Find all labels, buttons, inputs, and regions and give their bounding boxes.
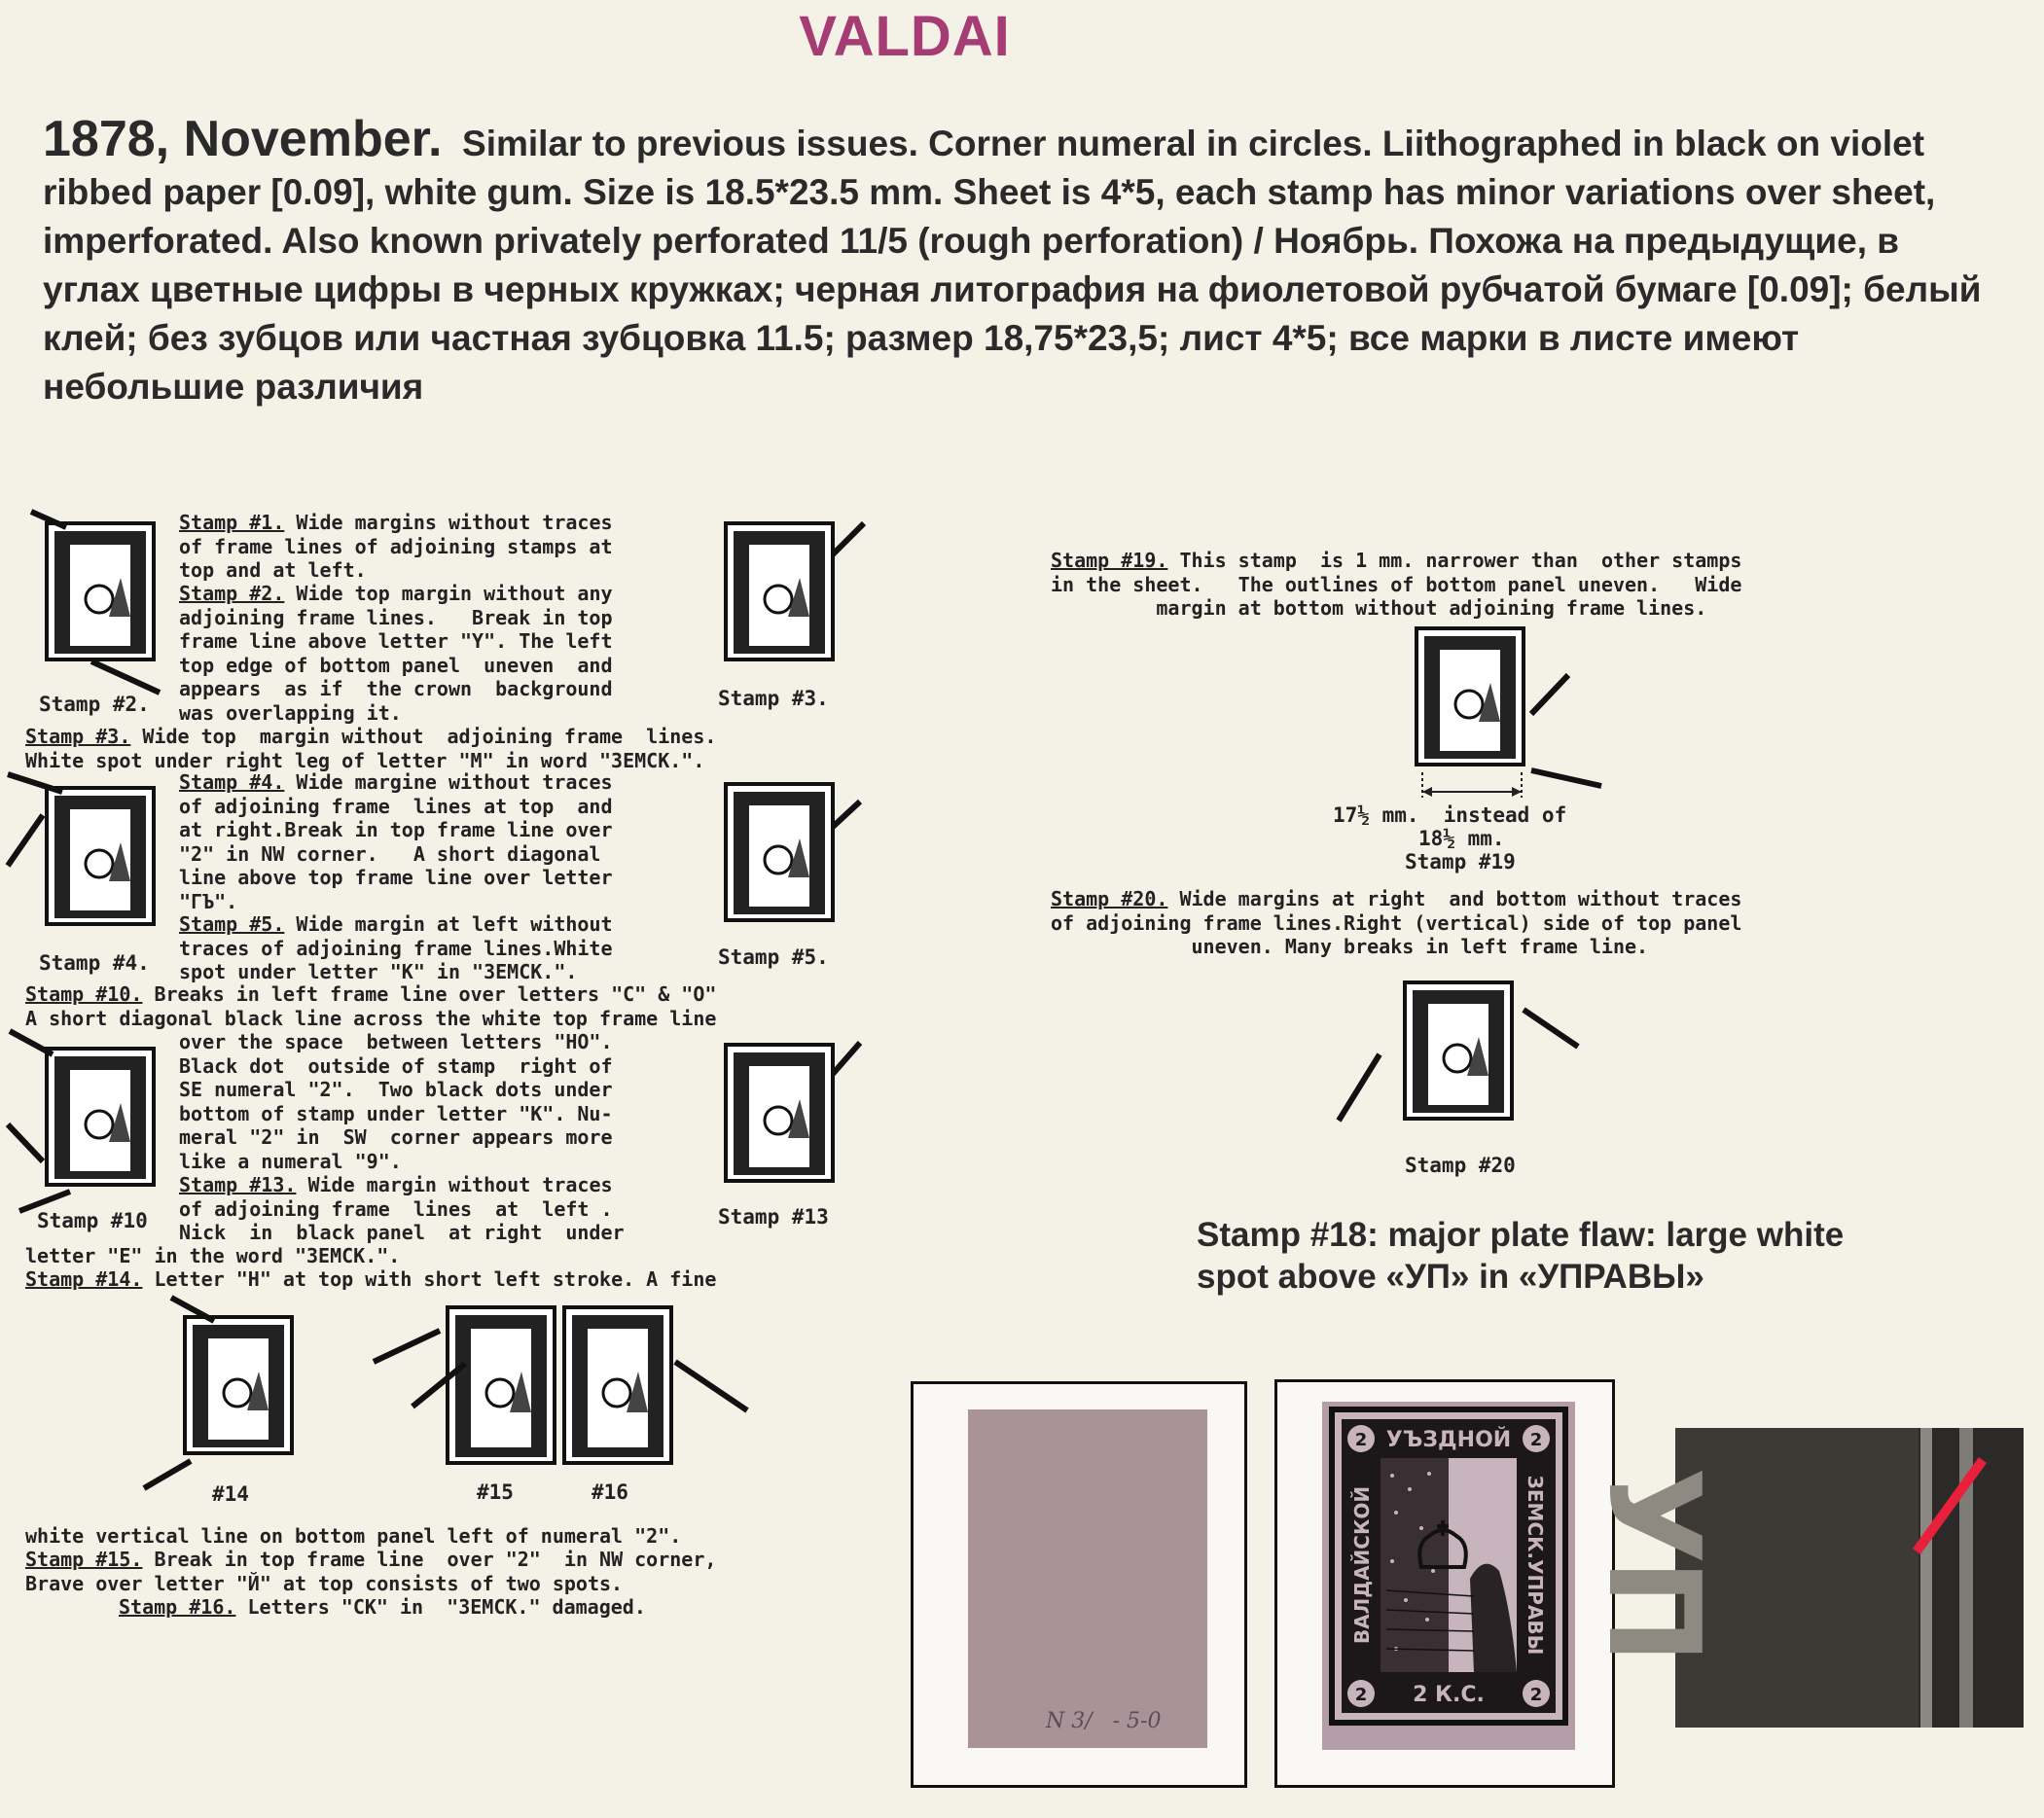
stamp-back-photo	[911, 1381, 1247, 1788]
closeup-letters: УП	[1580, 1467, 1728, 1659]
label-stamp-20: Stamp #20	[1405, 1154, 1516, 1177]
label-stamp-15: #15	[477, 1480, 514, 1504]
stamp-back-paper	[968, 1409, 1207, 1748]
label-stamp-5: Stamp #5.	[718, 945, 829, 969]
note-stamp-15: Stamp #15. Break in top frame line over "2" in NW corner, Brave over letter "Й" at top consists of two spots.	[25, 1548, 717, 1595]
issue-date: 1878, November.	[43, 111, 443, 167]
label-stamp-10: Stamp #10	[37, 1209, 148, 1232]
note-stamp-4: Stamp #4. Wide margine without traces of adjoining frame lines at top and at right.Break in top frame line over "2" in NW corner. A short diagonal line above top frame line over letter "ГЪ".	[179, 770, 613, 913]
label-stamp-2: Stamp #2.	[39, 693, 150, 716]
intro-english: Similar to previous issues. Corner numeral in circles. Liithographed in black on violet ribbed paper [0.09], white gum. Size is 18.5*23.5 mm. Sheet is 4*5, each stamp has minor variations over sheet, imperforated. Also known privately perforated 11/5 (rough perforation)	[43, 124, 1936, 261]
stamp-image-19	[1413, 624, 1527, 768]
plate-flaw-caption: Stamp #18: major plate flaw: large white spot above «УП» in «УПРАВЫ»	[1197, 1216, 1845, 1296]
note-stamp-5: Stamp #5. Wide margin at left without traces of adjoining frame lines.White spot under letter "K" in "ЗЕМСК.".	[179, 912, 613, 983]
measure-text-a: 17½ mm. instead of	[1333, 803, 1567, 827]
stamp-top-text: УЪЗДНОЙ	[1385, 1428, 1512, 1452]
corner-numeral-nw: 2	[1354, 1430, 1368, 1450]
note-stamp-20: Stamp #20. Wide margins at right and bottom without traces of adjoining frame lines.Right (vertical) side of top panel uneven. Many breaks in left frame line.	[1051, 887, 1742, 958]
measure-text-b: 18½ mm.	[1418, 827, 1505, 850]
pencil-notation: N 3/ - 5-0	[1046, 1709, 1162, 1733]
red-arrow-pointer	[1675, 1428, 2024, 1728]
note-stamp-14-cont: white vertical line on bottom panel left of numeral "2".	[25, 1524, 682, 1548]
corner-numeral-se: 2	[1529, 1685, 1543, 1705]
note-stamp-2: Stamp #2. Wide top margin without any adjoining frame lines. Break in top frame line above letter "Y". The left top edge of bottom panel uneven and appears as if the crown background was overlapping it.	[179, 582, 613, 725]
note-stamp-13-cont: letter "E" in the word "ЗЕМСК.".	[25, 1244, 401, 1267]
intro-russian: / Ноябрь. Похожа на предыдущие, в углах цветные цифры в черных кружках; черная литография на фиолетовой рубчатой бумаге [0.09]; белый клей; без зубцов или частная зубцовка 11.5; размер 18,75*23,5; лист 4*5; все марки в листе имеют небольшие различия	[43, 221, 1982, 407]
stamp-design	[1328, 1406, 1569, 1727]
note-stamp-13: Stamp #13. Wide margin without traces of adjoining frame lines at left . Nick in black panel at right under	[179, 1173, 625, 1244]
corner-numeral-sw: 2	[1354, 1685, 1368, 1705]
label-stamp-3: Stamp #3.	[718, 687, 829, 710]
label-stamp-14: #14	[212, 1482, 249, 1506]
stamp-bottom-text: 2 К.С.	[1413, 1683, 1485, 1707]
stamp-left-text: ВАЛДАЙСКОЙ	[1350, 1485, 1374, 1645]
label-stamp-19: Stamp #19	[1405, 850, 1516, 873]
note-stamp-1: Stamp #1. Wide margins without traces of frame lines of adjoining stamps at top and at left.	[179, 511, 613, 582]
page-title: VALDAI	[799, 5, 1011, 68]
measure-arrow	[1413, 768, 1539, 807]
stamp-front-photo	[1274, 1379, 1615, 1788]
note-stamp-3: Stamp #3. Wide top margin without adjoining frame lines. White spot under right leg of letter "M" in word "ЗЕМСК.".	[25, 725, 717, 772]
plate-flaw-closeup	[1580, 1428, 2024, 1728]
note-stamp-16: Stamp #16. Letters "CK" in "ЗЕМСК." damaged.	[119, 1595, 646, 1619]
label-stamp-13: Stamp #13	[718, 1205, 829, 1229]
note-stamp-10-cont: over the space between letters "HO". Black dot outside of stamp right of SE numeral "2". Two black dots under bottom of stamp under letter "K". Nu- meral "2" in SW corner appears more like a numeral "9".	[179, 1030, 613, 1173]
corner-numeral-ne: 2	[1529, 1430, 1543, 1450]
label-stamp-4: Stamp #4.	[39, 951, 150, 975]
stamp-image-20	[1401, 979, 1516, 1123]
note-stamp-19: Stamp #19. This stamp is 1 mm. narrower than other stamps in the sheet. The outlines of bottom panel uneven. Wide margin at bottom without adjoining frame lines.	[1051, 549, 1742, 620]
stamp-right-text: ЗЕМСК.УПРАВЫ	[1524, 1475, 1547, 1656]
label-stamp-16: #16	[592, 1480, 628, 1504]
note-stamp-14: Stamp #14. Letter "H" at top with short left stroke. A fine	[25, 1267, 717, 1291]
note-stamp-10: Stamp #10. Breaks in left frame line over letters "C" & "O" A short diagonal black line across the white top frame line	[25, 982, 717, 1030]
